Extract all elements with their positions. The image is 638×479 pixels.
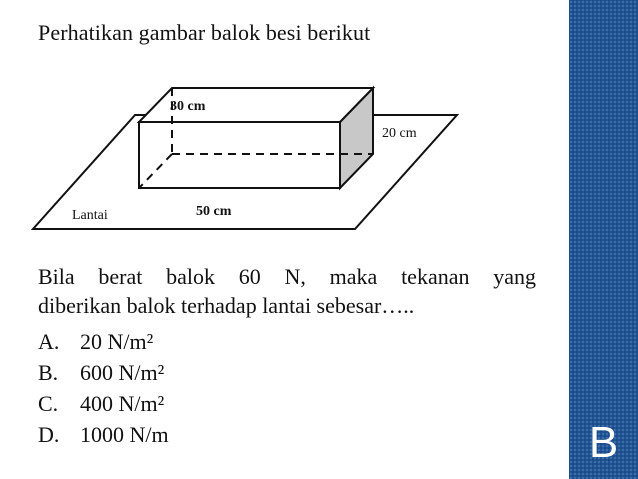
option-letter: A.	[38, 329, 60, 354]
answer-sidebar	[569, 0, 638, 479]
block-front-face	[139, 122, 340, 188]
floor-label: Lantai	[72, 208, 108, 223]
answer-options	[38, 326, 169, 450]
height-label: 20 cm	[382, 126, 417, 141]
option-text: 400 N/m²	[80, 391, 165, 416]
option-letter: D.	[38, 422, 60, 447]
question-line-2: diberikan balok terhadap lantai sebesar…..	[38, 293, 415, 318]
option-text: 1000 N/m	[80, 422, 169, 447]
length-label: 50 cm	[196, 204, 232, 219]
width-label: 30 cm	[170, 99, 206, 114]
option-letter: B.	[38, 360, 59, 385]
question-line-1: Bila berat balok 60 N, maka tekanan yang	[38, 264, 536, 289]
answer-letter: B	[588, 418, 619, 467]
option-letter: C.	[38, 391, 59, 416]
option-text: 600 N/m²	[80, 360, 165, 385]
option-text: 20 N/m²	[80, 329, 154, 354]
option-b[interactable]	[38, 357, 169, 388]
question-title: Perhatikan gambar balok besi berikut	[38, 20, 371, 45]
option-d[interactable]	[38, 419, 169, 450]
option-a[interactable]	[38, 326, 169, 357]
option-c[interactable]	[38, 388, 169, 419]
